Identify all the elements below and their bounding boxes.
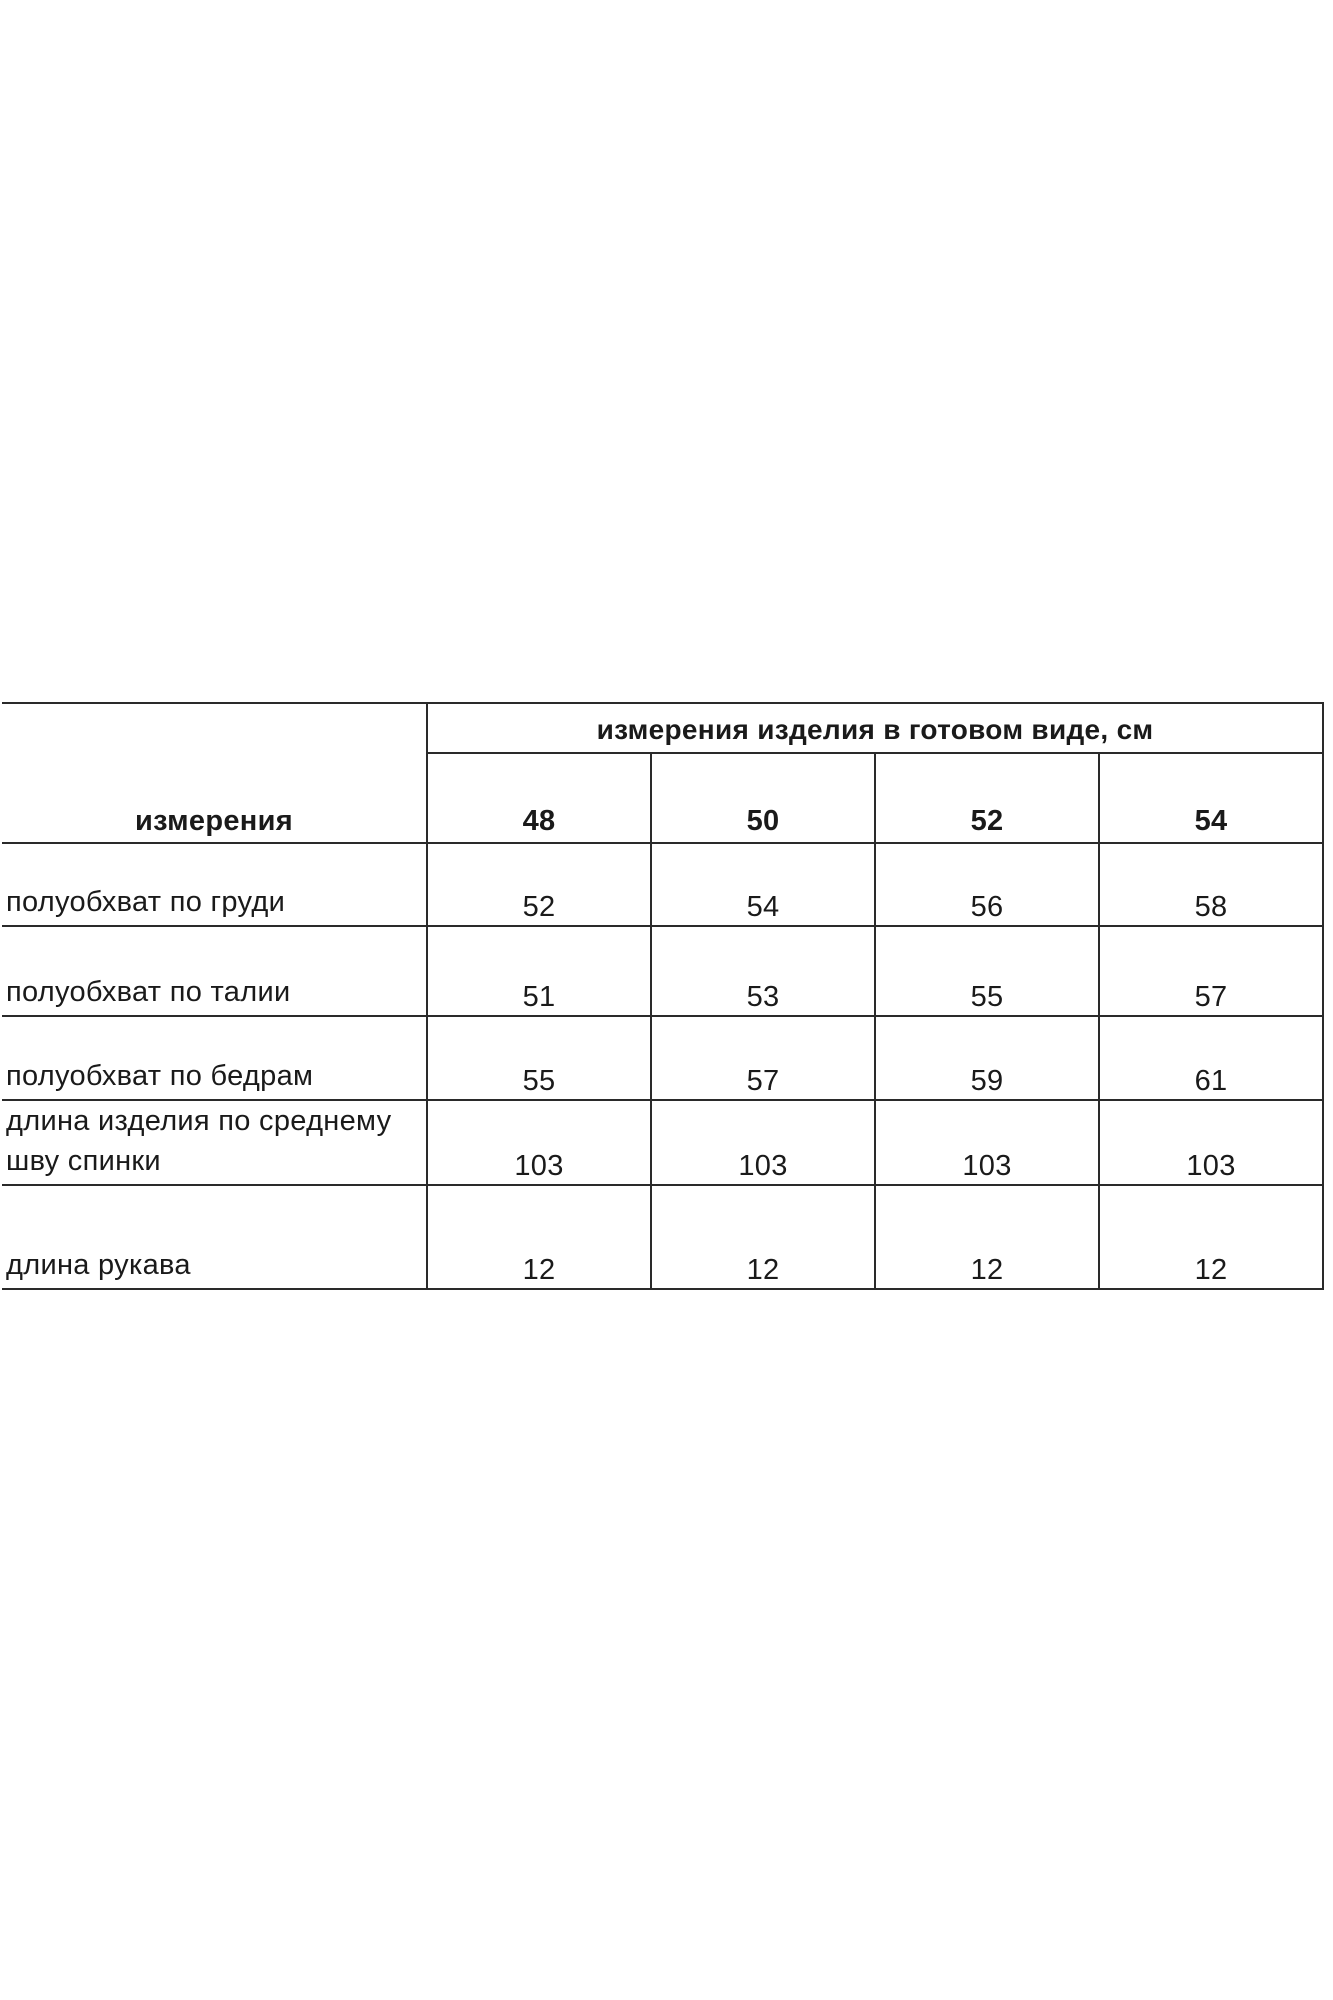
row-label-sleeve: длина рукава (2, 1185, 427, 1289)
table-row-waist (2, 926, 1323, 1016)
cell-sleeve-50: 12 (651, 1185, 875, 1289)
cell-waist-50: 53 (651, 926, 875, 1016)
cell-hips-48: 55 (427, 1016, 651, 1100)
row-label-waist: полуобхват по талии (2, 926, 427, 1016)
table-row-sleeve (2, 1185, 1323, 1289)
cell-sleeve-48: 12 (427, 1185, 651, 1289)
cell-sleeve-52: 12 (875, 1185, 1099, 1289)
measurements-header-cell (2, 703, 427, 843)
group-header: измерения изделия в готовом виде, см (596, 714, 1154, 745)
cell-chest-48: 52 (427, 843, 651, 926)
cell-chest-52: 56 (875, 843, 1099, 926)
cell-hips-50: 57 (651, 1016, 875, 1100)
cell-chest-50: 54 (651, 843, 875, 926)
group-header-cell (427, 703, 1323, 753)
cell-hips-54: 61 (1099, 1016, 1323, 1100)
cell-length-50: 103 (651, 1100, 875, 1185)
cell-waist-48: 51 (427, 926, 651, 1016)
size-header-52: 52 (875, 753, 1099, 843)
size-chart-table (2, 702, 1324, 1290)
cell-waist-54: 57 (1099, 926, 1323, 1016)
table-row-length (2, 1100, 1323, 1185)
cell-hips-52: 59 (875, 1016, 1099, 1100)
cell-chest-54: 58 (1099, 843, 1323, 926)
row-label-length-line2: шву спинки (6, 1145, 161, 1177)
cell-waist-52: 55 (875, 926, 1099, 1016)
size-header-50: 50 (651, 753, 875, 843)
group-header-row (2, 703, 1323, 753)
row-label-length-line1: длина изделия по среднему (6, 1105, 392, 1137)
size-header-48: 48 (427, 753, 651, 843)
measurements-header: измерения (135, 805, 293, 837)
row-label-hips: полуобхват по бедрам (2, 1016, 427, 1100)
row-label-chest: полуобхват по груди (2, 843, 427, 926)
cell-length-52: 103 (875, 1100, 1099, 1185)
table-row-hips (2, 1016, 1323, 1100)
cell-sleeve-54: 12 (1099, 1185, 1323, 1289)
table-row-chest (2, 843, 1323, 926)
row-label-length (2, 1100, 427, 1185)
cell-length-54: 103 (1099, 1100, 1323, 1185)
size-header-54: 54 (1099, 753, 1323, 843)
cell-length-48: 103 (427, 1100, 651, 1185)
